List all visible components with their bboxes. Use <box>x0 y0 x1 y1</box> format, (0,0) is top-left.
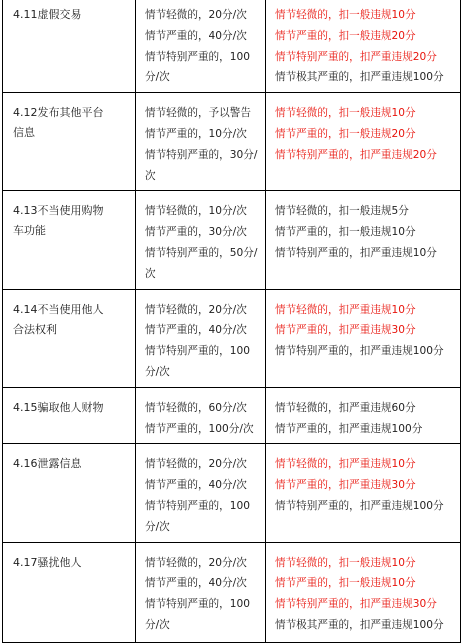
table-row <box>3 289 461 387</box>
deduction-cell <box>266 0 461 93</box>
penalty-line: 情节轻微的，予以警告 <box>145 107 251 120</box>
deduction-cell <box>266 542 461 642</box>
penalty-points-cell <box>136 444 266 542</box>
deduction-line: 情节特别严重的，扣严重违规100分 <box>275 499 444 512</box>
penalty-points-cell <box>136 542 266 642</box>
penalty-line: 情节特别严重的，100分/次 <box>145 50 250 84</box>
penalty-line: 情节特别严重的，100分/次 <box>145 345 250 378</box>
penalty-line: 情节特别严重的，50分/次 <box>145 246 258 280</box>
deduction-line: 情节严重的，扣一般违规10分 <box>275 226 416 239</box>
penalty-points-cell <box>136 0 266 93</box>
deduction-line: 情节严重的，扣一般违规20分 <box>275 127 416 140</box>
penalty-line: 情节特别严重的，30分/次 <box>145 148 258 182</box>
deduction-line: 情节轻微的，扣严重违规10分 <box>275 303 416 316</box>
table-row <box>3 444 461 542</box>
violation-item-cell <box>3 444 136 542</box>
deduction-line: 情节轻微的，扣一般违规5分 <box>275 205 409 218</box>
penalty-line: 情节严重的，40分/次 <box>145 324 247 337</box>
penalty-points-cell <box>136 93 266 191</box>
deduction-line: 情节严重的，扣严重违规30分 <box>275 479 416 492</box>
penalty-line: 情节严重的，40分/次 <box>145 479 247 492</box>
deduction-cell <box>266 191 461 289</box>
deduction-line: 情节极其严重的，扣严重违规100分 <box>275 618 444 631</box>
deduction-line: 情节特别严重的，扣严重违规100分 <box>275 345 444 358</box>
violation-item-cell <box>3 191 136 289</box>
deduction-line: 情节特别严重的，扣严重违规10分 <box>275 246 437 259</box>
deduction-line: 情节轻微的，扣一般违规10分 <box>275 107 416 120</box>
penalty-line: 情节轻微的，60分/次 <box>145 401 247 414</box>
violation-item-name: 4.16泄露信息 <box>13 457 82 471</box>
table-row <box>3 191 461 289</box>
deduction-cell <box>266 289 461 387</box>
penalty-line: 情节轻微的，20分/次 <box>145 556 247 569</box>
violation-item-name: 4.17骚扰他人 <box>13 555 82 569</box>
penalty-line: 情节轻微的，20分/次 <box>145 458 247 471</box>
deduction-line: 情节特别严重的，扣严重违规20分 <box>275 50 437 63</box>
deduction-line: 情节特别严重的，扣严重违规30分 <box>275 598 437 611</box>
penalty-line: 情节轻微的，20分/次 <box>145 303 247 316</box>
violation-item-name: 4.14不当使用他人合法权利 <box>13 302 104 336</box>
violation-rules-table <box>2 0 461 643</box>
deduction-cell <box>266 444 461 542</box>
violation-item-name: 4.12发布其他平台信息 <box>13 106 104 140</box>
penalty-line: 情节严重的，40分/次 <box>145 577 247 590</box>
deduction-line: 情节轻微的，扣严重违规60分 <box>275 401 416 414</box>
violation-item-name: 4.13不当使用购物车功能 <box>13 204 104 238</box>
table-row <box>3 387 461 444</box>
table-row <box>3 542 461 642</box>
penalty-line: 情节特别严重的，100分/次 <box>145 598 250 631</box>
penalty-points-cell <box>136 387 266 444</box>
deduction-line: 情节极其严重的，扣严重违规100分 <box>275 71 444 84</box>
deduction-line: 情节轻微的，扣严重违规10分 <box>275 458 416 471</box>
penalty-line: 情节严重的，100分/次 <box>145 422 254 435</box>
table-row <box>3 0 461 93</box>
table-row <box>3 93 461 191</box>
penalty-line: 情节严重的，40分/次 <box>145 29 247 42</box>
deduction-cell <box>266 93 461 191</box>
deduction-cell <box>266 387 461 444</box>
penalty-line: 情节轻微的，20分/次 <box>145 9 247 21</box>
violation-item-cell <box>3 289 136 387</box>
deduction-line: 情节严重的，扣一般违规20分 <box>275 29 416 42</box>
violation-item-cell <box>3 387 136 444</box>
penalty-points-cell <box>136 289 266 387</box>
deduction-line: 情节轻微的，扣一般违规10分 <box>275 556 416 569</box>
penalty-line: 情节严重的，10分/次 <box>145 127 247 140</box>
violation-item-name: 4.15骗取他人财物 <box>13 400 104 414</box>
penalty-line: 情节严重的，30分/次 <box>145 226 247 239</box>
penalty-line: 情节特别严重的，100分/次 <box>145 499 250 533</box>
deduction-line: 情节严重的，扣一般违规10分 <box>275 577 416 590</box>
penalty-points-cell <box>136 191 266 289</box>
violation-item-cell <box>3 542 136 642</box>
deduction-line: 情节严重的，扣严重违规30分 <box>275 324 416 337</box>
deduction-line: 情节严重的，扣严重违规100分 <box>275 422 423 435</box>
deduction-line: 情节轻微的，扣一般违规10分 <box>275 9 416 21</box>
violation-item-cell <box>3 0 136 93</box>
violation-item-name: 4.11虚假交易 <box>13 8 82 21</box>
violation-item-cell <box>3 93 136 191</box>
deduction-line: 情节特别严重的，扣严重违规20分 <box>275 148 437 161</box>
penalty-line: 情节轻微的，10分/次 <box>145 205 247 218</box>
